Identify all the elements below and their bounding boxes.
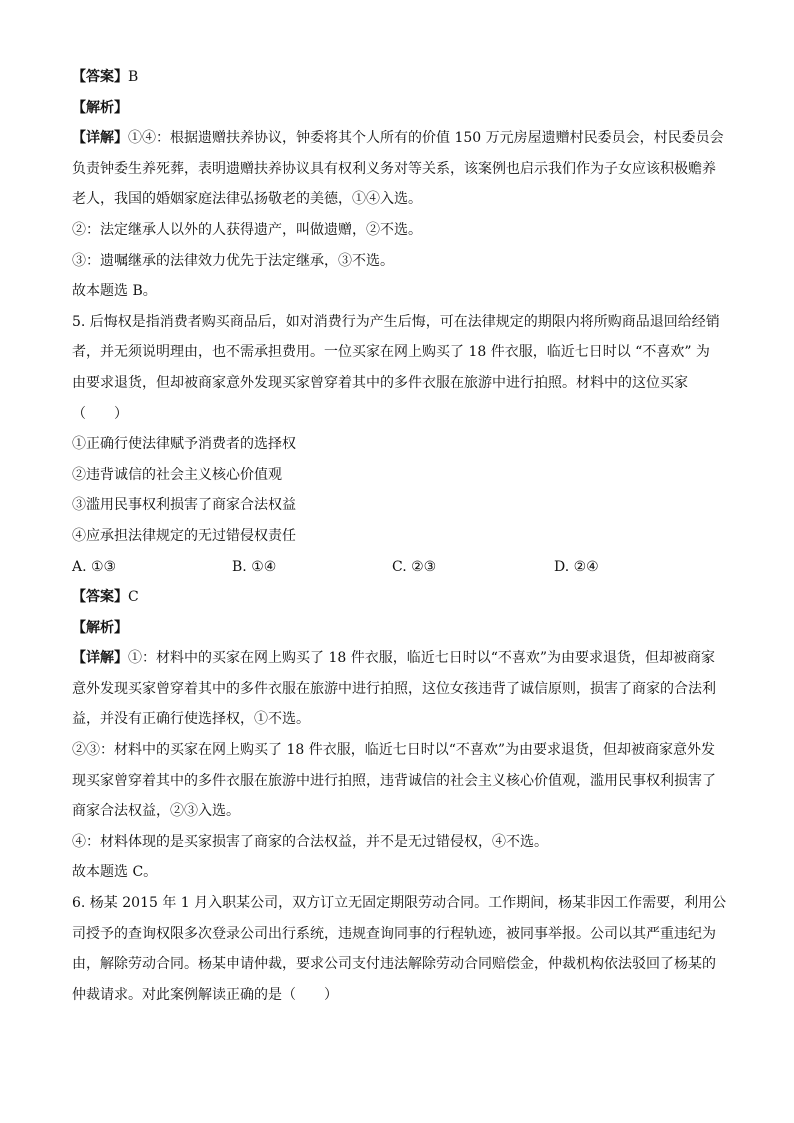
q5-detail-text-1: ①：材料中的买家在网上购买了 18 件衣服，临近七日时以“不喜欢”为由要求退货，但却被商家 [128,650,716,667]
q5-detail-line-2: 意外发现买家曾穿着其中的多件衣服在旅游中进行拍照，这位女孩违背了诚信原则，损害了商家的合法利 [72,680,716,697]
q5-p23-line-3: 商家合法权益，②③入选。 [72,803,240,820]
q5-answer-line [72,582,722,613]
detail-tag: 【详解】 [72,130,128,147]
q5-detail-line-3: 益，并没有正确行使选择权，①不选。 [72,711,310,728]
q5-conclusion: 故本题选 C。 [72,864,158,881]
q4-detail-line-2: 负责钟委生养死葬，表明遗赠扶养协议具有权利义务对等关系，该案例也启示我们作为子女应该积极赡养 [72,160,716,177]
q4-line-option-2: ②：法定继承人以外的人获得遗产，叫做遗赠，②不选。 [72,221,422,238]
q5-statement-4: ④应承担法律规定的无过错侵权责任 [72,527,296,544]
q5-statement-3: ③滥用民事权利损害了商家合法权益 [72,497,296,514]
q4-answer-value: B [128,69,139,85]
q4-line-option-3: ③：遗嘱继承的法律效力优先于法定继承，③不选。 [72,252,394,269]
q4-conclusion: 故本题选 B。 [72,283,157,300]
q5-p23-line-2: 现买家曾穿着其中的多件衣服在旅游中进行拍照，违背诚信的社会主义核心价值观，滥用民事权利损害了 [72,772,716,789]
q5-option-c: C. ②③ [392,558,437,575]
answer-tag: 【答案】 [72,69,128,85]
detail-tag: 【详解】 [72,650,128,667]
q6-stem-line-4: 仲裁请求。对此案例解读正确的是（ ） [72,986,338,1003]
q5-option-d: D. ②④ [554,558,599,575]
q5-statement-2: ②违背诚信的社会主义核心价值观 [72,466,282,483]
document-page [72,62,727,1010]
q5-detail-line-1 [72,643,722,674]
q5-p23-line-1: ②③：材料中的买家在网上购买了 18 件衣服，临近七日时以“不喜欢”为由要求退货，但却被商家意外发 [72,742,716,759]
q5-stem-line-1: 5. 后悔权是指消费者购买商品后，如对消费行为产生后悔，可在法律规定的期限内将所购商品退回给经销 [72,313,720,330]
q5-p4-line: ④：材料体现的是买家损害了商家的合法权益，并不是无过错侵权，④不选。 [72,833,548,850]
q5-option-a: A. ①③ [72,558,117,575]
q4-answer-line [72,62,722,93]
q4-detail-line-1 [72,123,722,154]
answer-tag: 【答案】 [72,589,128,606]
q5-statement-1: ①正确行使法律赋予消费者的选择权 [72,436,296,453]
q5-option-b: B. ①④ [232,558,277,575]
q6-stem-line-3: 由，解除劳动合同。杨某申请仲裁，要求公司支付违法解除劳动合同赔偿金，仲裁机构依法驳回了杨某的 [72,956,716,973]
q4-detail-line-3: 老人，我国的婚姻家庭法律弘扬敬老的美德，①④入选。 [72,191,422,208]
q5-options [72,552,722,583]
q4-analysis-tag: 【解析】 [72,99,128,116]
q5-stem-line-4: （ ） [72,405,128,422]
q6-stem-line-2: 司授予的查询权限多次登录公司出行系统，违规查询同事的行程轨迹，被同事举报。公司以其严重违纪为 [72,925,716,942]
q6-stem-line-1: 6. 杨某 2015 年 1 月入职某公司，双方订立无固定期限劳动合同。工作期间，杨某非因工作需要，利用公 [72,895,727,912]
q5-stem-line-2: 者，并无须说明理由，也不需承担费用。一位买家在网上购买了 18 件衣服，临近七日时以 “不喜欢” 为 [72,344,710,361]
q5-answer-value: C [128,589,139,606]
q4-detail-text-1: ①④：根据遗赠扶养协议，钟委将其个人所有的价值 150 万元房屋遗赠村民委员会，村民委员会 [128,130,724,147]
q5-analysis-tag: 【解析】 [72,619,128,636]
q5-stem-line-3: 由要求退货，但却被商家意外发现买家曾穿着其中的多件衣服在旅游中进行拍照。材料中的这位买家 [72,374,688,391]
